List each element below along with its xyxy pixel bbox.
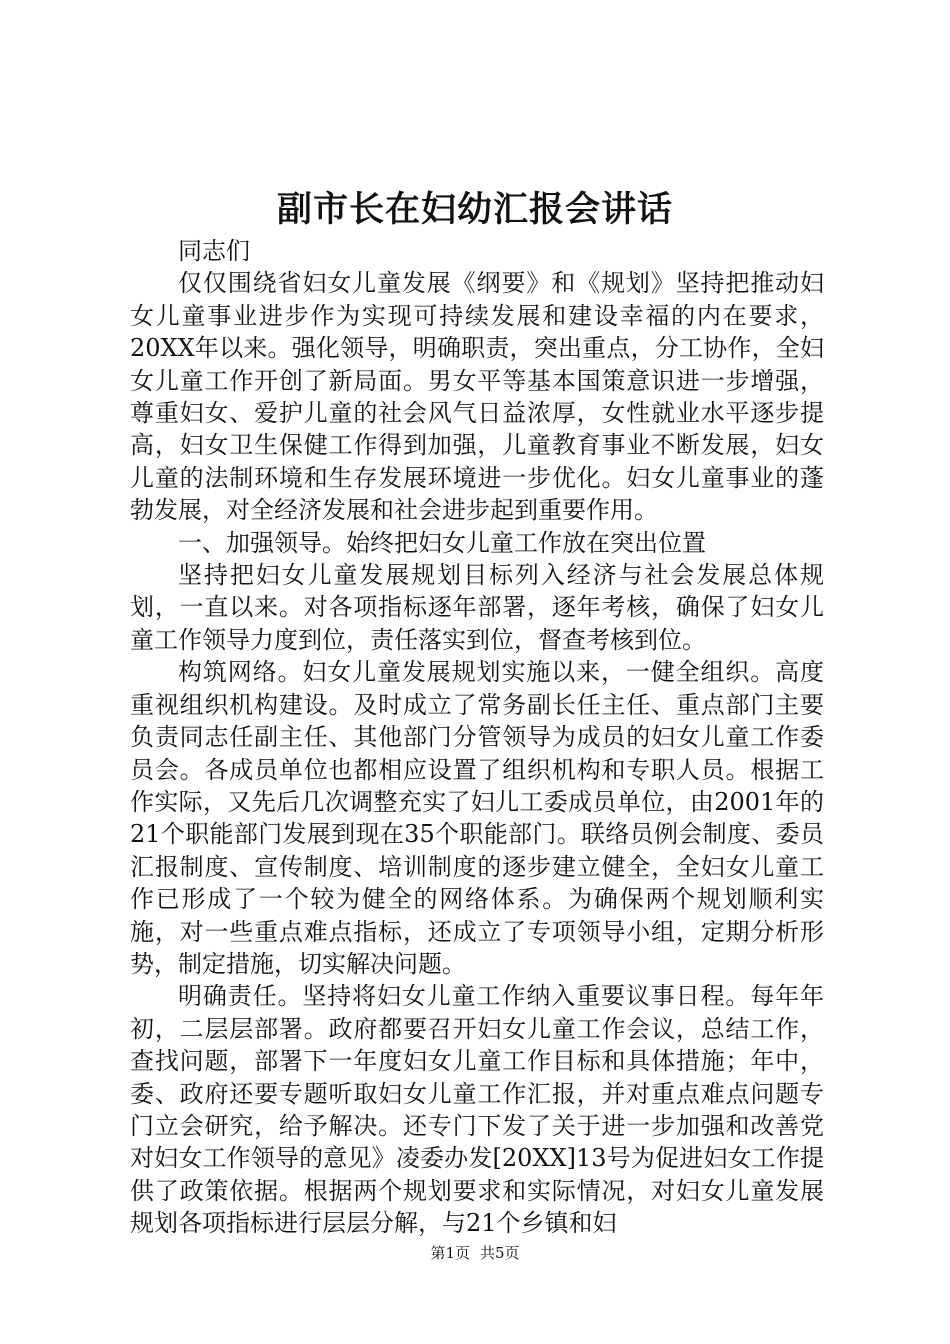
responsibility-paragraph: 明确责任。坚持将妇女儿童工作纳入重要议事日程。每年年初，二层层部署。政府都要召开妇女儿童工作会议，总结工作，查找问题，部署下一年度妇女儿童工作目标和具体措施；年中，委、政府还要专题听取妇女儿童工作汇报，并对重点难点问题专门立会研究，给予解决。还专门下发了关于进一步加强和改善党对妇女工作领导的意见》凌委办发[20XX]13号为促进妇女工作提供了政策依据。根据两个规划要求和实际情况，对妇女儿童发展规划各项指标进行层层分解，与21个乡镇和妇 — [130, 982, 824, 1238]
planning-paragraph: 坚持把妇女儿童发展规划目标列入经济与社会发展总体规划，一直以来。对各项指标逐年部署，逐年考核，确保了妇女儿童工作领导力度到位，责任落实到位，督查考核到位。 — [130, 561, 824, 654]
page-total: 共5页 — [480, 1244, 520, 1262]
page-number: 第1页 — [430, 1244, 470, 1262]
salutation-paragraph: 同志们 — [178, 237, 250, 265]
section-heading-paragraph: 一、加强领导。始终把妇女儿童工作放在突出位置 — [178, 528, 706, 557]
document-title: 副市长在妇幼汇报会讲话 — [276, 189, 673, 230]
network-paragraph: 构筑网络。妇女儿童发展规划实施以来，一健全组织。高度重视组织机构建设。及时成立了常务副长任主任、重点部门主要负责同志任副主任、其他部门分管领导为成员的妇女儿童工作委员会。各成员单位也都相应设置了组织机构和专职人员。根据工作实际，又先后几次调整充实了妇儿工委成员单位，由2001年的21个职能部门发展到现在35个职能部门。联络员例会制度、委员汇报制度、宣传制度、培训制度的逐步建立健全，全妇女儿童工作已形成了一个较为健全的网络体系。为确保两个规划顺利实施，对一些重点难点指标，还成立了专项领导小组，定期分析形势，制定措施，切实解决问题。 — [130, 658, 824, 978]
intro-paragraph: 仅仅围绕省妇女儿童发展《纲要》和《规划》坚持把推动妇女儿童事业进步作为实现可持续发展和建设幸福的内在要求，20XX年以来。强化领导，明确职责，突出重点，分工协作，全妇女儿童工作开创了新局面。男女平等基本国策意识进一步增强，尊重妇女、爱护儿童的社会风气日益浓厚，女性就业水平逐步提高，妇女卫生保健工作得到加强，儿童教育事业不断发展，妇女儿童的法制环境和生存发展环境进一步优化。妇女儿童事业的蓬勃发展，对全经济发展和社会进步起到重要作用。 — [130, 269, 824, 525]
page-footer — [0, 1243, 950, 1263]
document-body — [130, 235, 824, 1240]
